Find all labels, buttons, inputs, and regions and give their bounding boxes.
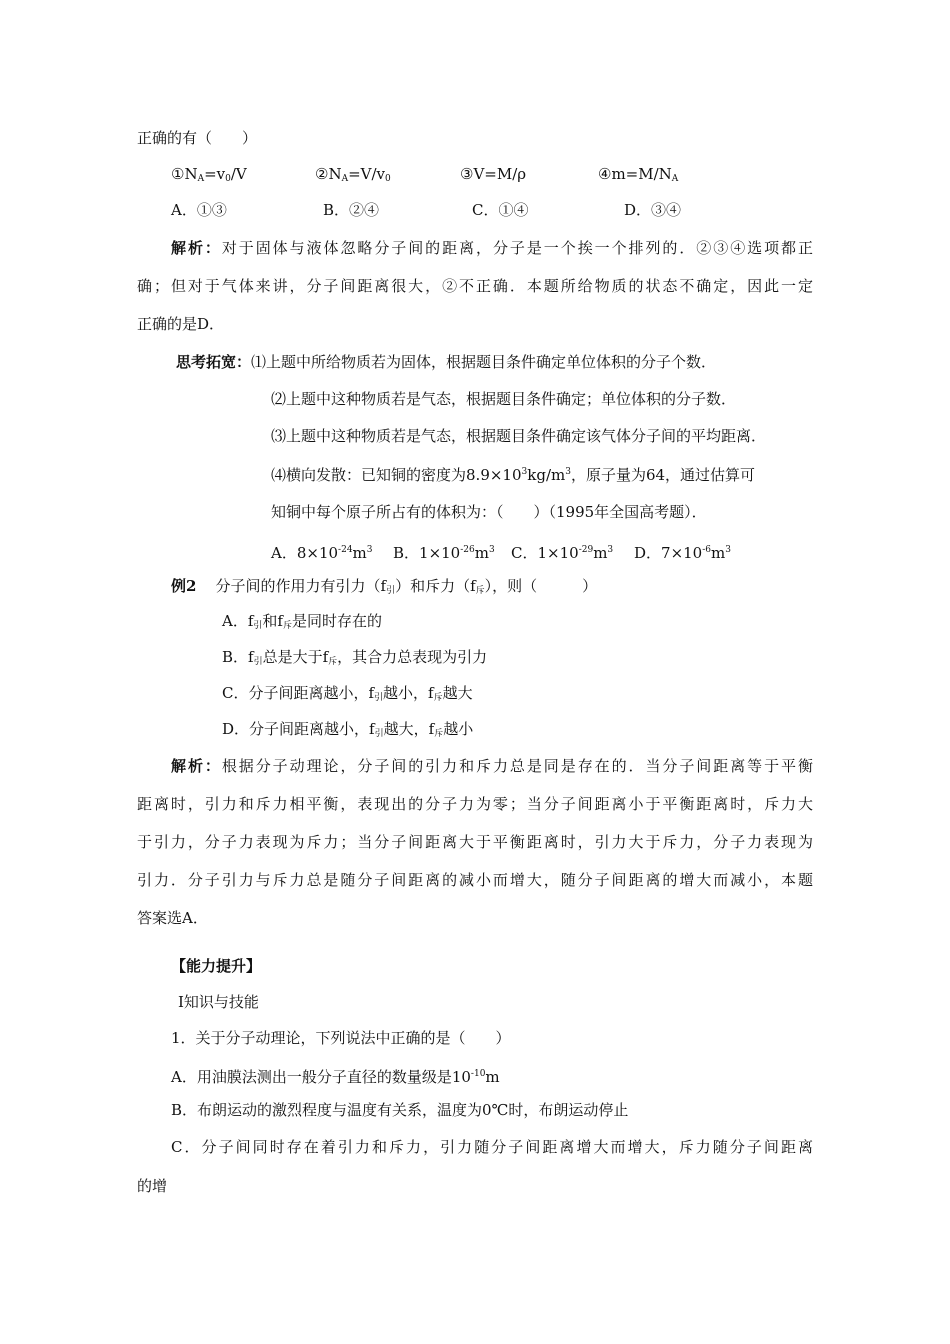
ability-question-1: 1．关于分子动理论，下列说法中正确的是（ ） — [171, 1029, 511, 1047]
analysis-2-label: 解析： — [171, 757, 222, 775]
extension-choice-c: C．$1\times 10^{-29}m^3$ — [511, 544, 614, 562]
analysis-1-line-3: 正确的是D． — [137, 315, 225, 333]
extension-label: 思考拓宽： — [176, 353, 252, 371]
example-2-option-c: C．分子间距离越小，$f_引$越小，$f_斥$越大 — [222, 684, 473, 703]
ability-option-a: A．用油膜法测出一般分子直径的数量级是$10^{-10}m$ — [171, 1068, 500, 1086]
option-c: C．①④ — [472, 201, 529, 219]
formula-3: ③V=M/ρ — [460, 165, 527, 183]
analysis-1-line-1: 解析：对于固体与液体忽略分子间的距离，分子是一个挨一个排列的．②③④选项都正 — [171, 239, 813, 257]
example-2-stem: 例2 分子间的作用力有引力$(f_引)$和斥力$(f_斥)$，则（ ） — [171, 577, 598, 596]
analysis-2-line-2: 距离时，引力和斥力相平衡，表现出的分子力为零；当分子间距离小于平衡距离时，斥力大 — [137, 795, 813, 813]
example-2-label: 例2 — [171, 577, 197, 595]
extension-choice-a: A．$8\times 10^{-24}m^3$ — [271, 544, 373, 562]
analysis-2-line-4: 引力．分子引力与斥力总是随分子间距离的减小而增大，随分子间距离的增大而减小，本题 — [137, 871, 813, 889]
option-d: D．③④ — [624, 201, 682, 219]
extension-item-2: ⑵上题中这种物质若是气态，根据题目条件确定；单位体积的分子数． — [271, 390, 737, 408]
option-a: A．①③ — [171, 201, 227, 219]
analysis-2-line-3: 于引力，分子力表现为斥力；当分子间距离大于平衡距离时，引力大于斥力，分子力表现为 — [137, 833, 813, 851]
ability-option-b: B．布朗运动的激烈程度与温度有关系，温度为0℃时，布朗运动停止 — [171, 1101, 629, 1119]
example-2-option-b: B．$f_引$总是大于$f_斥$，其合力总表现为引力 — [222, 648, 488, 667]
extension-item-1: 思考拓宽：⑴上题中所给物质若为固体，根据题目条件确定单位体积的分子个数． — [176, 353, 717, 371]
option-b: B．②④ — [323, 201, 380, 219]
ability-option-c: C．分子间同时存在着引力和斥力，引力随分子间距离增大而增大，斥力随分子间距离 — [171, 1138, 813, 1156]
formula-1: $①N_A=v_0/V$ — [171, 165, 247, 184]
analysis-2-line-5: 答案选A． — [137, 909, 208, 927]
ability-option-c-line-2: 的增 — [137, 1177, 168, 1195]
extension-item-4-line-2: 知铜中每个原子所占有的体积为：（ ）（1995年全国高考题）． — [271, 503, 707, 521]
analysis-label: 解析： — [171, 239, 222, 257]
extension-choice-b: B．$1\times 10^{-26}m^3$ — [393, 544, 495, 562]
formula-2: $②N_A=V/v_0$ — [315, 165, 391, 184]
extension-item-4: ⑷横向发散：已知铜的密度为$8.9\times 10^3kg/m^3$，原子量为64，通过估算可 — [271, 466, 756, 484]
analysis-2-line-1: 解析：根据分子动理论，分子间的引力和斥力总是同是存在的．当分子间距离等于平衡 — [171, 757, 813, 775]
example-2-option-a: A．$f_引$和$f_斥$是同时存在的 — [222, 612, 382, 631]
section-heading: 【能力提升】 — [171, 957, 262, 975]
formula-4: $④m=M/N_A$ — [598, 165, 679, 184]
analysis-1-line-2: 确；但对于气体来讲，分子间距离很大，②不正确．本题所给物质的状态不确定，因此一定 — [137, 277, 813, 295]
extension-item-3: ⑶上题中这种物质若是气态，根据题目条件确定该气体分子间的平均距离． — [271, 427, 767, 445]
example-2-option-d: D．分子间距离越小，$f_引$越大，$f_斥$越小 — [222, 720, 474, 739]
question-stem-tail: 正确的有（ ） — [137, 129, 258, 147]
section-subheading: Ⅰ知识与技能 — [178, 993, 259, 1011]
extension-choice-d: D．$7\times 10^{-6}m^3$ — [634, 544, 731, 562]
